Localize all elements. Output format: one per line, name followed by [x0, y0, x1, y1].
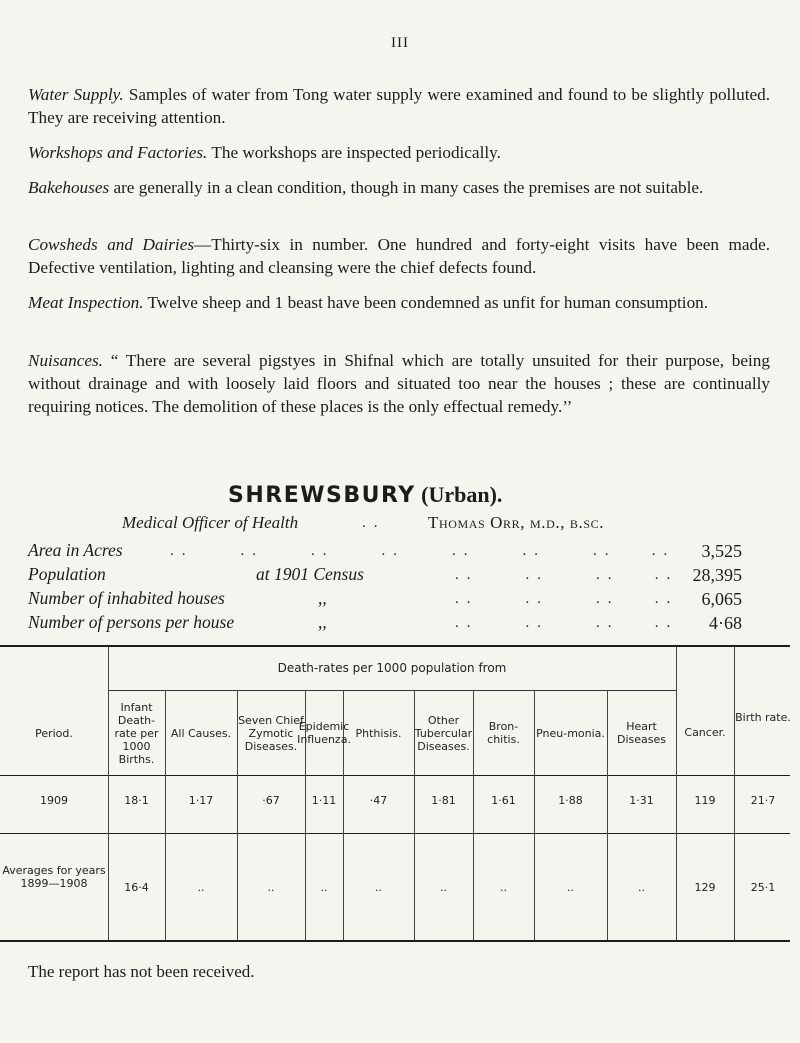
- header-cancer: Cancer.: [684, 725, 726, 739]
- header-birth-rate: Birth rate.: [735, 710, 791, 724]
- cell-infant-death-rate: 119: [694, 793, 716, 807]
- header-all-causes: All Causes.: [170, 726, 232, 740]
- paragraph-text: Twelve sheep and 1 beast have been condemned as unfit for human consumption.: [143, 293, 709, 312]
- cell-other-tubercular: ..: [375, 880, 382, 894]
- header-bronchitis: Bron-chitis.: [487, 720, 520, 746]
- paragraph-text: —Thirty-six in number. One hundred and forty-eight visits have been made. Defective ventilation, lighting and cleansing were the chief defects found.: [28, 235, 770, 277]
- paragraph-nuisances: [28, 349, 770, 418]
- paragraph-text: “ There are several pigstyes in Shifnal which are totally unsuited for their purpose, being without drainage and with loosely laid floors and situated too near the houses ; these are continually requiring notices. The demolition of these places is the only effectual remedy.’’: [28, 351, 770, 416]
- cell-bronchitis: ..: [440, 880, 447, 894]
- cell-phthisis: ..: [320, 880, 328, 894]
- paragraph-cowsheds: [28, 233, 770, 279]
- cell-birth-rate: 21·7: [750, 793, 776, 807]
- cell-all-causes: 16·4: [124, 880, 149, 894]
- fact-persons-label: Number of persons per house: [28, 612, 235, 632]
- header-heart-diseases: Heart Diseases: [617, 720, 666, 746]
- paragraph-workshops: [28, 141, 770, 164]
- paragraph-water-supply: [28, 83, 770, 129]
- fact-area-value: 3,525: [701, 541, 742, 561]
- cell-all-causes: 18·1: [124, 793, 149, 807]
- fact-houses-value: 6,065: [701, 589, 742, 609]
- cell-cancer: ..: [638, 880, 645, 894]
- paragraph-heading: Bakehouses: [28, 178, 110, 197]
- cell-period: Averages for years 1899—1908: [2, 864, 106, 890]
- cell-epidemic-influenza: ·67: [262, 793, 280, 807]
- cell-bronchitis: 1·81: [431, 793, 456, 807]
- leader-dots: .. .. .. ..: [455, 591, 679, 607]
- header-zymotic: Seven Chief Zymotic Diseases.: [238, 713, 304, 753]
- cell-epidemic-influenza: ..: [267, 880, 275, 894]
- footer-note: The report has not been received.: [28, 962, 255, 981]
- fact-persons-value: 4·68: [709, 613, 742, 633]
- paragraph-text: Samples of water from Tong water supply were examined and found to be slightly polluted. They are receiving attention.: [28, 85, 770, 127]
- ditto-mark: ,,: [318, 588, 327, 608]
- header-phthisis: Phthisis.: [355, 726, 402, 740]
- cell-zymotic: 1·17: [188, 793, 214, 807]
- fact-population-census: at 1901 Census: [256, 564, 364, 584]
- paragraph-heading: Cowsheds and Dairies: [28, 235, 195, 254]
- cell-heart-diseases: ..: [567, 880, 574, 894]
- leader-dots: .. .. .. ..: [455, 567, 679, 583]
- header-infant-death-rate: Infant Death-rate per 1000 Births.: [114, 700, 159, 766]
- cell-period: 1909: [40, 793, 68, 807]
- header-bottom-rule: [0, 775, 790, 776]
- header-epidemic-influenza: Epidemic Influenza.: [297, 720, 351, 746]
- leader-dots: .. .. .. ..: [455, 615, 679, 631]
- paragraph-heading: Workshops and Factories.: [28, 143, 208, 162]
- district-name: SHREWSBURY: [228, 483, 416, 508]
- row-rule: [0, 833, 790, 834]
- ditto-mark: ,,: [318, 612, 327, 632]
- cell-cancer: 1·31: [629, 793, 654, 807]
- cell-other-tubercular: ·47: [369, 793, 388, 807]
- paragraph-heading: Meat Inspection.: [28, 293, 144, 312]
- page-number: III: [391, 35, 409, 51]
- fact-houses-label: Number of inhabited houses: [28, 588, 225, 608]
- table-top-rule: [0, 645, 790, 647]
- paragraph-text: The workshops are inspected periodically.: [207, 143, 501, 162]
- cell-pneumonia: 1·61: [491, 793, 516, 807]
- cell-birth-rate: 25·1: [750, 880, 776, 894]
- cell-phthisis: 1·11: [311, 793, 337, 807]
- cell-heart-diseases: 1·88: [558, 793, 583, 807]
- paragraph-text: are generally in a clean condition, though in many cases the premises are not suitable.: [109, 178, 704, 197]
- cell-infant-death-rate: 129: [694, 880, 716, 894]
- group-header-rule: [108, 690, 676, 691]
- leader-dots: ..: [362, 515, 386, 531]
- moh-name: Thomas Orr, m.d., b.sc.: [428, 513, 605, 532]
- paragraph-heading: Nuisances.: [28, 351, 103, 370]
- fact-population-value: 28,395: [692, 565, 742, 585]
- cell-pneumonia: ..: [500, 880, 507, 894]
- paragraph-heading: Water Supply.: [28, 85, 124, 104]
- paragraph-bakehouses: [28, 176, 770, 199]
- header-pneumonia: Pneu-monia.: [536, 726, 605, 740]
- table-bottom-rule: [0, 940, 790, 942]
- fact-area-label: Area in Acres: [28, 540, 123, 560]
- header-period: Period.: [35, 726, 73, 740]
- district-title: [228, 482, 502, 508]
- header-other-tubercular: Other Tubercular Diseases.: [414, 713, 473, 753]
- fact-population-label: Population: [28, 564, 106, 584]
- moh-label: Medical Officer of Health: [122, 513, 299, 532]
- district-type: (Urban).: [421, 482, 503, 507]
- cell-zymotic: ..: [197, 880, 205, 894]
- group-header: Death-rates per 1000 population from: [277, 660, 507, 675]
- leader-dots: .. .. .. .. .. .. .. ..: [170, 543, 676, 559]
- paragraph-meat-inspection: [28, 291, 770, 314]
